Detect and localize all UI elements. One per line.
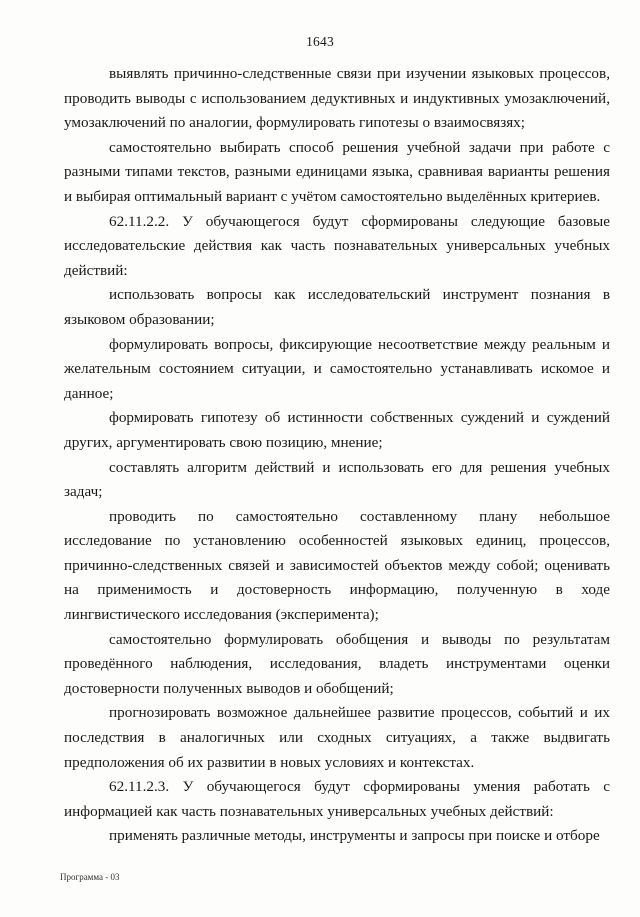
paragraph: формулировать вопросы, фиксирующие несоответствие между реальным и желательным состоянием ситуации, и самостоятельно устанавливать искомое и данное;	[64, 335, 610, 402]
section-paragraph: 62.11.2.2. У обучающегося будут сформированы следующие базовые исследовательские действия как часть познавательных универсальных учебных действий:	[64, 212, 610, 279]
paragraph: применять различные методы, инструменты и запросы при поиске и отборе	[109, 827, 600, 845]
paragraph: использовать вопросы как исследовательский инструмент познания в языковом образовании;	[64, 286, 610, 328]
paragraph: прогнозировать возможное дальнейшее развитие процессов, событий и их последствия в аналогичных или сходных ситуациях, а также выдвигать предположения об их развитии в новых условиях и контекстах.	[64, 704, 610, 771]
paragraph: формировать гипотезу об истинности собственных суждений и суждений других, аргументировать свою позицию, мнение;	[64, 409, 610, 451]
paragraph: самостоятельно формулировать обобщения и выводы по результатам проведённого наблюдения, исследования, владеть инструментами оценки достоверности полученных выводов и обобщений;	[64, 630, 610, 697]
paragraph: составлять алгоритм действий и использовать его для решения учебных задач;	[64, 458, 610, 501]
paragraph: самостоятельно выбирать способ решения учебной задачи при работе с разными типами текстов, разными единицами языка, сравнивая варианты решения и выбирая оптимальный вариант с учётом самостоятельно выделённых критериев.	[64, 138, 610, 205]
paragraph: выявлять причинно-следственные связи при изучении языковых процессов, проводить выводы с использованием дедуктивных и индуктивных умозаключений, умозаключений по аналогии, формулировать гипотезы о взаимосвязях;	[64, 65, 610, 132]
page-number: 1643	[306, 34, 334, 49]
section-paragraph: 62.11.2.3. У обучающегося будут сформированы умения работать с информацией как часть познавательных универсальных учебных действий:	[64, 778, 610, 820]
paragraph: проводить по самостоятельно составленному плану небольшое исследование по установлению особенностей языковых единиц, процессов, причинно-следственных связей и зависимостей объектов между собой; оценивать на применимость и достоверность информацию, полученную в ходе лингвистического исследования (эксперимента);	[64, 507, 610, 624]
document-body	[64, 62, 610, 849]
footer-label: Программа - 03	[60, 872, 120, 882]
